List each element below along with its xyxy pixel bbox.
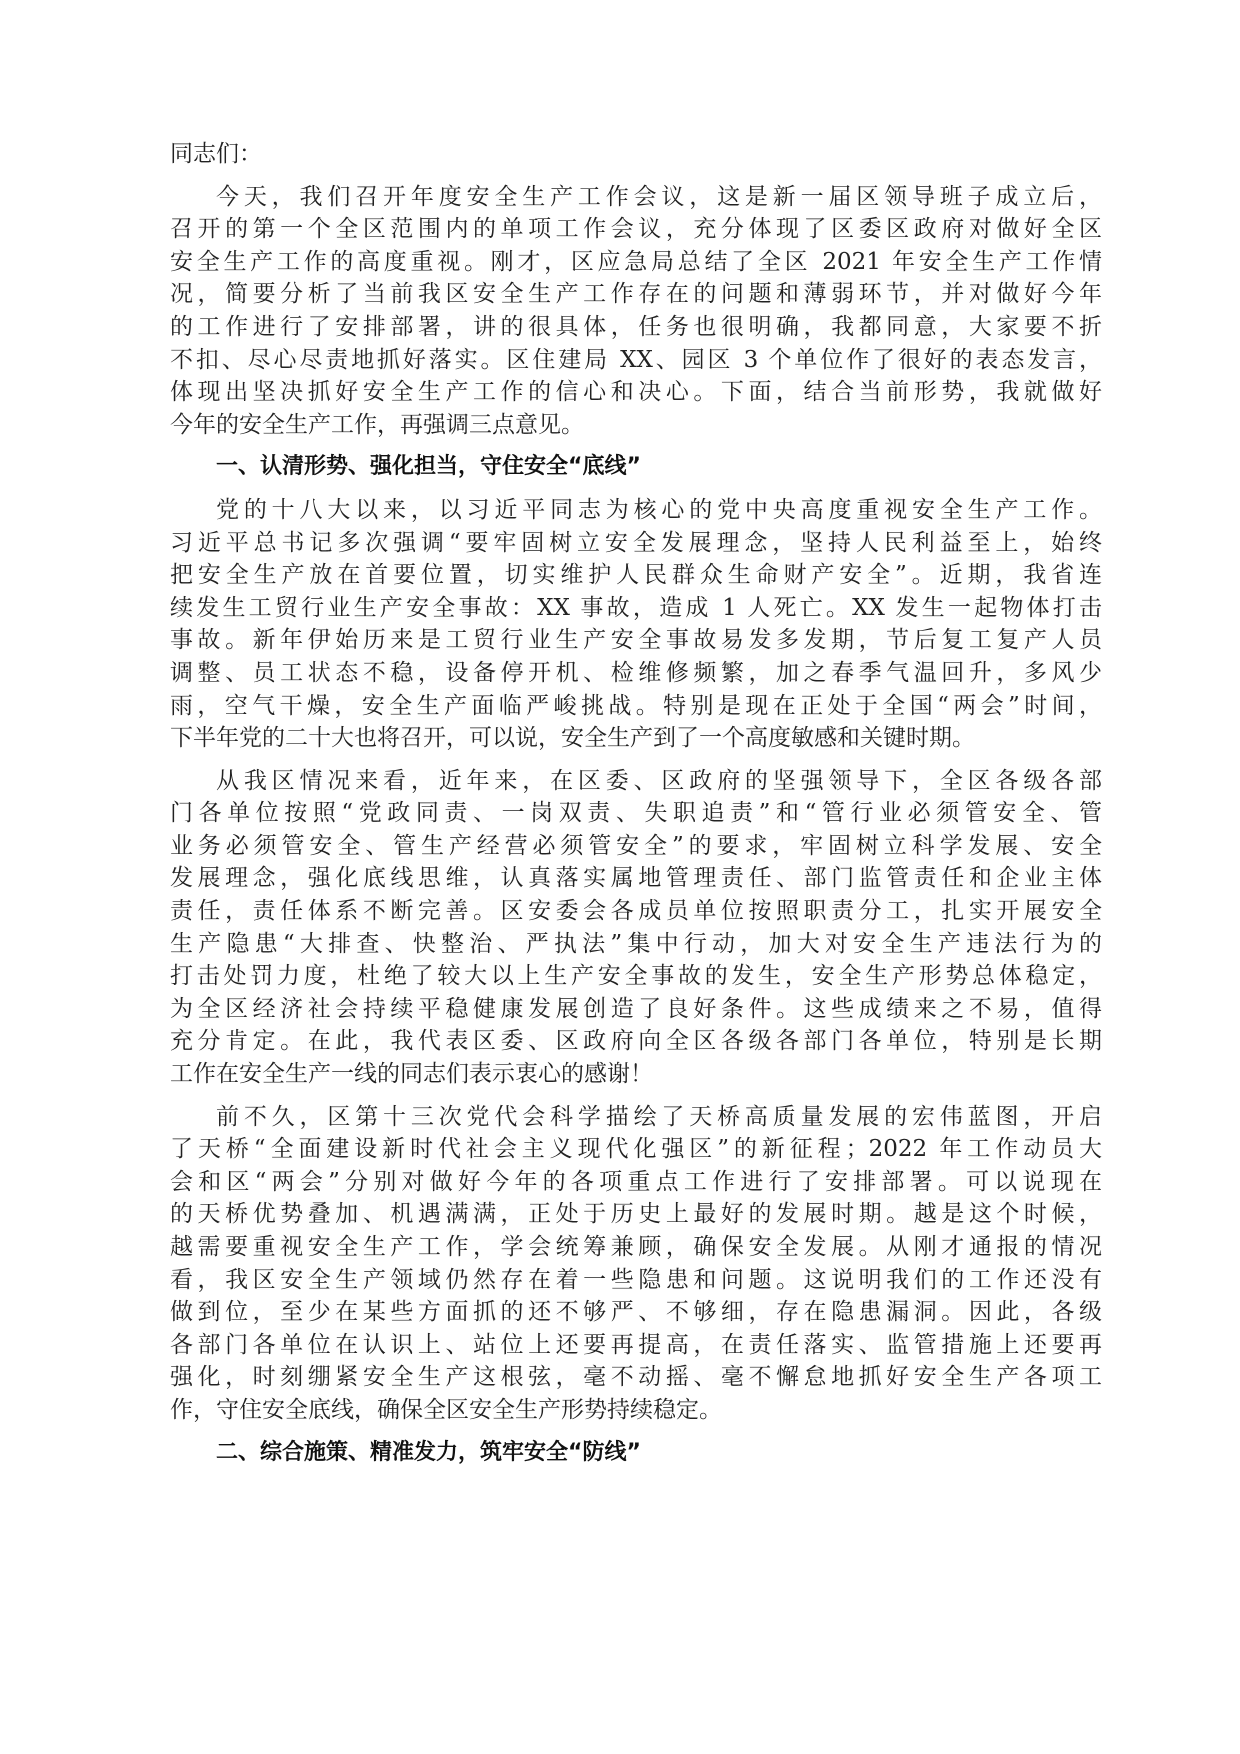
paragraph-line: 党的十八大以来，以习近平同志为核心的党中央高度重视安全生产工作。: [216, 496, 1102, 523]
paragraph-line: 况，简要分析了当前我区安全生产工作存在的问题和薄弱环节，并对做好今年: [170, 281, 1102, 308]
paragraph-line: 调整、员工状态不稳，设备停开机、检维修频繁，加之春季气温回升，多风少: [170, 659, 1102, 686]
paragraph-line: 业务必须管安全、管生产经营必须管安全”的要求，牢固树立科学发展、安全: [170, 832, 1102, 859]
paragraph-line: 从我区情况来看，近年来，在区委、区政府的坚强领导下，全区各级各部: [216, 767, 1102, 794]
document-body: [170, 138, 1102, 1479]
paragraph-line: 做到位，至少在某些方面抓的还不够严、不够细，存在隐患漏洞。因此，各级: [170, 1299, 1102, 1326]
paragraph-line: 门各单位按照“党政同责、一岗双责、失职追责”和“管行业必须管安全、管: [170, 800, 1102, 827]
document-content: [170, 181, 1102, 1470]
paragraph-line: 打击处罚力度，杜绝了较大以上生产安全事故的发生，安全生产形势总体稳定，: [170, 963, 1102, 990]
paragraph-line: 事故。新年伊始历来是工贸行业生产安全事故易发多发期，节后复工复产人员: [170, 627, 1102, 654]
paragraph-line: 习近平总书记多次强调“要牢固树立安全发展理念，坚持人民利益至上，始终: [170, 529, 1102, 556]
section-heading: 一、认清形势、强化担当，守住安全“底线”: [216, 454, 641, 480]
paragraph-line: 生产隐患“大排查、快整治、严执法”集中行动，加大对安全生产违法行为的: [170, 930, 1102, 957]
paragraph-line: 雨，空气干燥，安全生产面临严峻挑战。特别是现在正处于全国“两会”时间，: [170, 692, 1102, 719]
paragraph-line: 作，守住安全底线，确保全区安全生产形势持续稳定。: [170, 1396, 722, 1423]
paragraph-line: 前不久，区第十三次党代会科学描绘了天桥高质量发展的宏伟蓝图，开启: [216, 1103, 1102, 1130]
paragraph-line: 会和区“两会”分别对做好今年的各项重点工作进行了安排部署。可以说现在: [170, 1168, 1102, 1195]
paragraph: [170, 1101, 1102, 1427]
paragraph-line: 发展理念，强化底线思维，认真落实属地管理责任、部门监管责任和企业主体: [170, 865, 1102, 892]
paragraph: [170, 765, 1102, 1091]
paragraph-line: 工作在安全生产一线的同志们表示衷心的感谢！: [170, 1061, 653, 1088]
paragraph-line: 责任，责任体系不断完善。区安委会各成员单位按照职责分工，扎实开展安全: [170, 898, 1102, 925]
paragraph-line: 的工作进行了安排部署，讲的很具体，任务也很明确，我都同意，大家要不折: [170, 313, 1102, 340]
paragraph-line: 强化，时刻绷紧安全生产这根弦，毫不动摇、毫不懈怠地抓好安全生产各项工: [170, 1364, 1102, 1391]
paragraph-line: 了天桥“全面建设新时代社会主义现代化强区”的新征程；2022 年工作动员大: [170, 1136, 1102, 1163]
paragraph-line: 不扣、尽心尽责地抓好落实。区住建局 XX、园区 3 个单位作了很好的表态发言，: [170, 346, 1102, 373]
salutation: 同志们：: [170, 141, 262, 167]
paragraph-line: 充分肯定。在此，我代表区委、区政府向全区各级各部门各单位，特别是长期: [170, 1028, 1102, 1055]
paragraph-line: 看，我区安全生产领域仍然存在着一些隐患和问题。这说明我们的工作还没有: [170, 1266, 1102, 1293]
paragraph-line: 下半年党的二十大也将召开，可以说，安全生产到了一个高度敏感和关键时期。: [170, 725, 975, 752]
paragraph-line: 把安全生产放在首要位置，切实维护人民群众生命财产安全”。近期，我省连: [170, 562, 1102, 589]
section-heading: 二、综合施策、精准发力，筑牢安全“防线”: [216, 1439, 641, 1465]
paragraph-line: 体现出坚决抓好安全生产工作的信心和决心。下面，结合当前形势，我就做好: [170, 379, 1102, 406]
paragraph-line: 续发生工贸行业生产安全事故：XX 事故，造成 1 人死亡。XX 发生一起物体打击: [170, 594, 1102, 621]
paragraph-line: 为全区经济社会持续平稳健康发展创造了良好条件。这些成绩来之不易，值得: [170, 995, 1102, 1022]
paragraph-line: 的天桥优势叠加、机遇满满，正处于历史上最好的发展时期。越是这个时候，: [170, 1201, 1102, 1228]
paragraph: [170, 494, 1102, 755]
paragraph-line: 越需要重视安全生产工作，学会统筹兼顾，确保安全发展。从刚才通报的情况: [170, 1234, 1102, 1260]
paragraph-line: 各部门各单位在认识上、站位上还要再提高，在责任落实、监管措施上还要再: [170, 1331, 1102, 1358]
paragraph-line: 安全生产工作的高度重视。刚才，区应急局总结了全区 2021 年安全生产工作情: [170, 248, 1102, 275]
paragraph-line: 今天，我们召开年度安全生产工作会议，这是新一届区领导班子成立后，: [216, 183, 1102, 210]
paragraph: [170, 181, 1102, 442]
paragraph-line: 今年的安全生产工作，再强调三点意见。: [170, 411, 584, 438]
paragraph-line: 召开的第一个全区范围内的单项工作会议，充分体现了区委区政府对做好全区: [170, 216, 1102, 243]
